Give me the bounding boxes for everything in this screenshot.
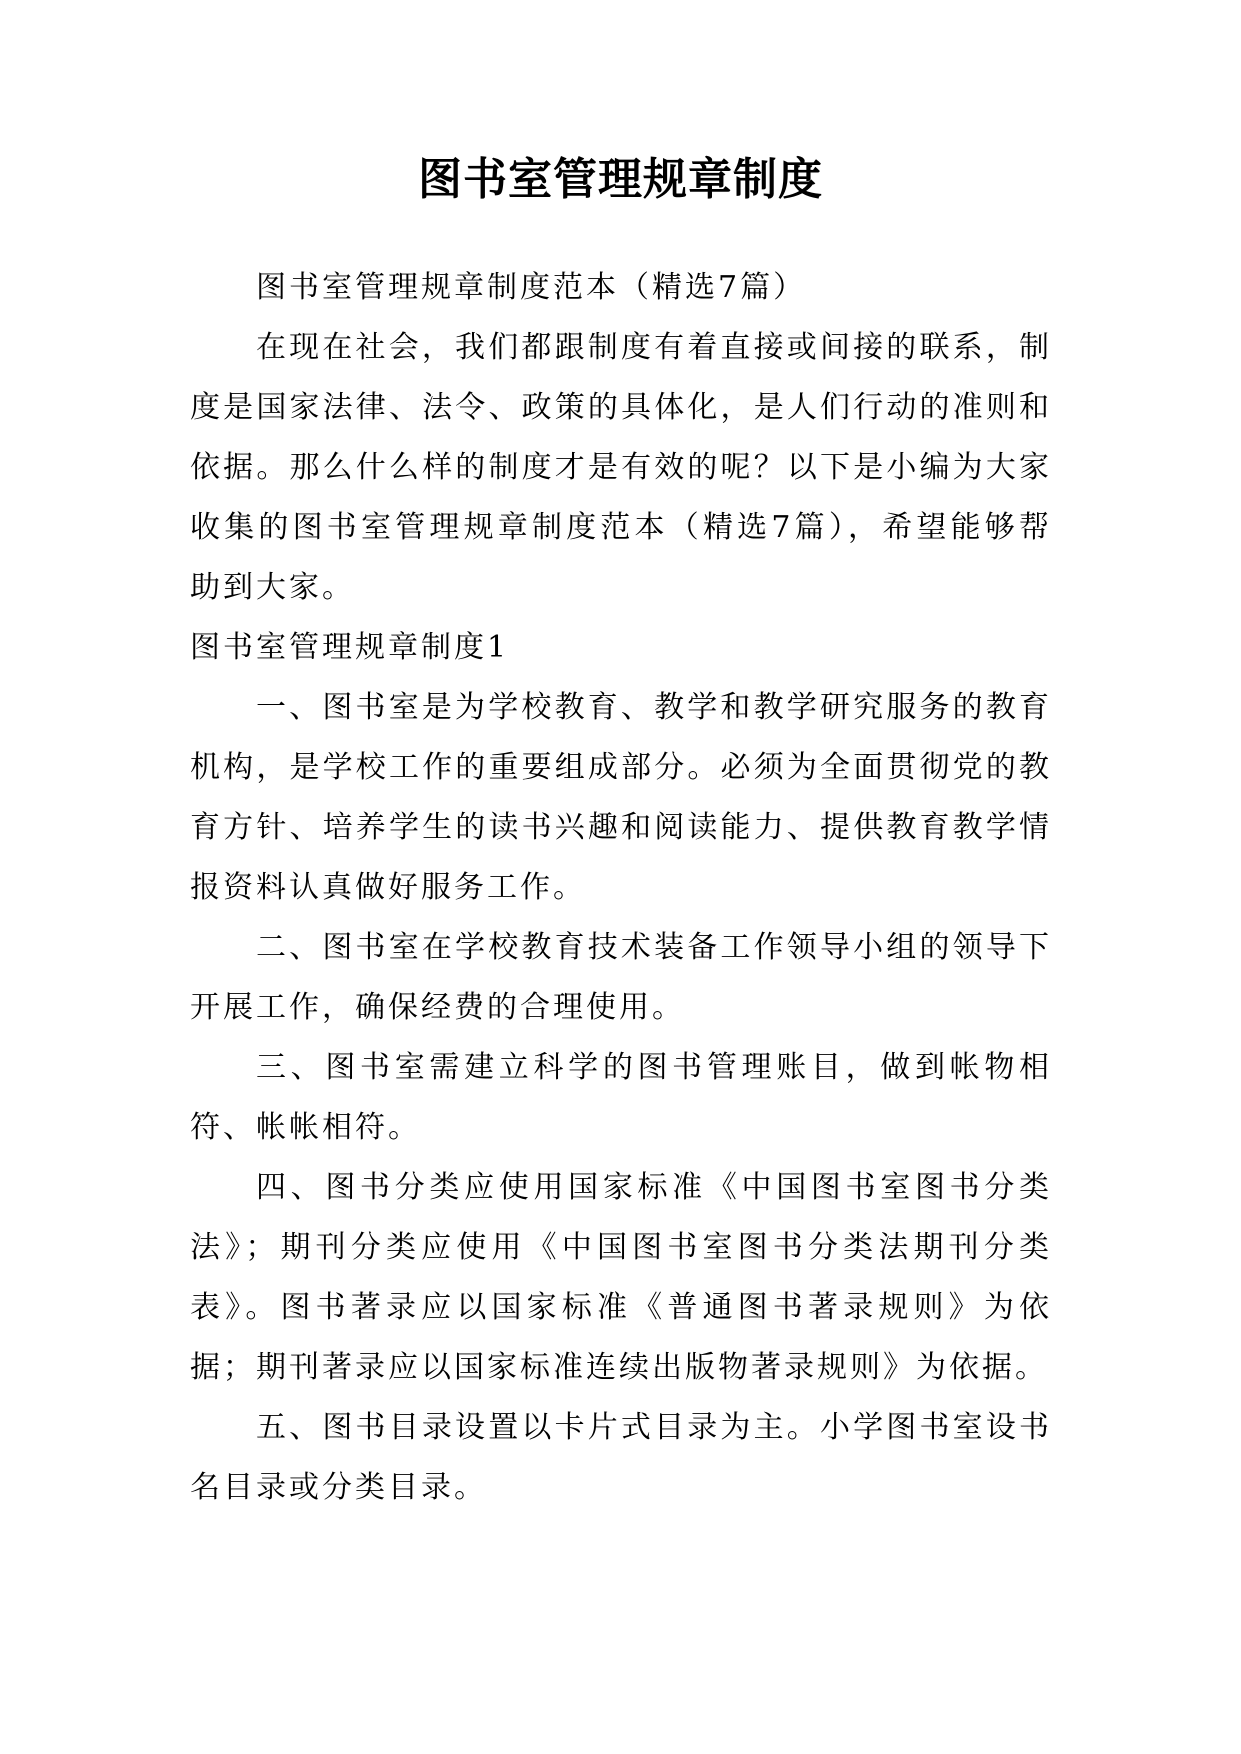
section-heading: 图书室管理规章制度1 — [190, 630, 510, 665]
paragraph-5: 五、图书目录设置以卡片式目录为主。小学图书室设书名目录或分类目录。 — [190, 1410, 1052, 1505]
paragraph-4: 四、图书分类应使用国家标准《中国图书室图书分类法》；期刊分类应使用《中国图书室图书分类法期刊分类表》。图书著录应以国家标准《普通图书著录规则》为依据；期刊著录应以国家标准连续出版物著录规则》为依据。 — [190, 1170, 1052, 1385]
section-block — [190, 618, 1052, 1518]
intro-block — [190, 258, 1052, 618]
paragraph-1: 一、图书室是为学校教育、教学和教学研究服务的教育机构，是学校工作的重要组成部分。必须为全面贯彻党的教育方针、培养学生的读书兴趣和阅读能力、提供教育教学情报资料认真做好服务工作。 — [190, 690, 1052, 905]
subtitle: 图书室管理规章制度范本（精选7篇） — [256, 270, 807, 305]
intro-paragraph: 在现在社会，我们都跟制度有着直接或间接的联系，制度是国家法律、法令、政策的具体化，是人们行动的准则和依据。那么什么样的制度才是有效的呢？以下是小编为大家收集的图书室管理规章制度范本（精选7篇），希望能够帮助到大家。 — [190, 330, 1052, 605]
paragraph-3: 三、图书室需建立科学的图书管理账目，做到帐物相符、帐帐相符。 — [190, 1050, 1052, 1145]
paragraph-2: 二、图书室在学校教育技术装备工作领导小组的领导下开展工作，确保经费的合理使用。 — [190, 930, 1052, 1025]
document-title: 图书室管理规章制度 — [418, 154, 823, 205]
